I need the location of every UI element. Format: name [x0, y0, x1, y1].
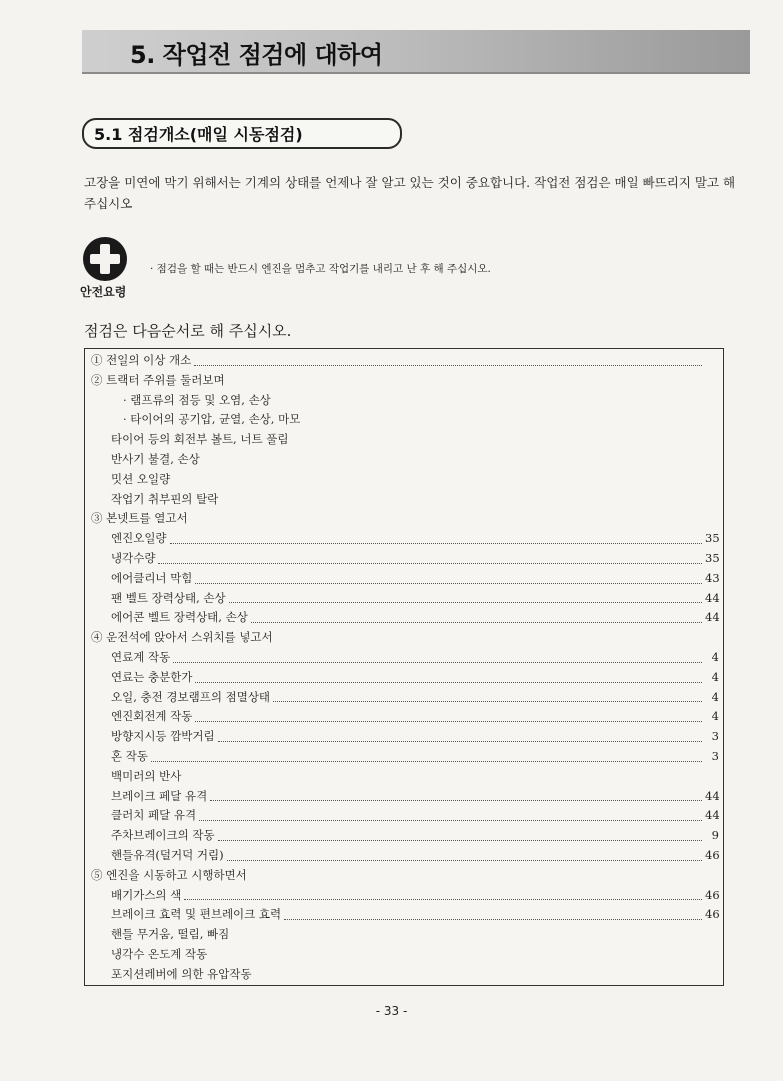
checklist-page-ref: 43: [705, 570, 720, 585]
checklist-page-ref: 44: [705, 808, 720, 823]
checklist-item-text: 핸들유격(덜거덕 거림): [111, 847, 224, 862]
checklist-row: [85, 826, 723, 846]
checklist-item-text: 클러치 페달 유격: [111, 808, 197, 823]
checklist-page-ref: 35: [705, 531, 720, 546]
checklist-list: [85, 351, 723, 985]
checklist-row: [85, 945, 723, 965]
dot-leader: [251, 621, 702, 623]
dot-leader: [170, 542, 702, 544]
checklist-row: [85, 529, 723, 549]
checklist-row: [85, 569, 723, 589]
checklist-row: [85, 450, 723, 470]
checklist-row: [85, 371, 723, 391]
checklist-row: [85, 608, 723, 628]
checklist-row: [85, 787, 723, 807]
checklist-row: [85, 707, 723, 727]
dot-leader: [210, 799, 702, 801]
checklist-page-ref: 3: [711, 729, 719, 744]
checklist-row: [85, 965, 723, 985]
checklist-item-text: 브레이크 효력 및 편브레이크 효력: [111, 907, 282, 922]
checklist-item-text: 주차브레이크의 작동: [111, 828, 215, 843]
dot-leader: [218, 740, 702, 742]
checklist-item-text: 엔진오일량: [111, 531, 167, 546]
checklist-row: [85, 648, 723, 668]
cross-in-circle-icon: [82, 236, 128, 282]
checklist-row: [85, 925, 723, 945]
checklist-row: [85, 866, 723, 886]
checklist-item-text: ① 전일의 이상 개소: [91, 353, 192, 367]
checklist-item-text: 타이어 등의 회전부 볼트, 너트 풀림: [111, 432, 289, 447]
checklist-item-text: 반사기 불결, 손상: [111, 451, 200, 466]
checklist-page-ref: 44: [705, 610, 720, 625]
checklist-row: [85, 688, 723, 708]
checklist-page-ref: 44: [705, 590, 720, 605]
inspection-checklist-box: [84, 348, 724, 986]
checklist-row: [85, 747, 723, 767]
checklist-page-ref: 3: [711, 748, 719, 763]
dot-leader: [218, 839, 702, 841]
checklist-item-text: 오일, 충전 경보램프의 점멸상태: [111, 689, 271, 704]
checklist-page-ref: 35: [705, 550, 720, 565]
checklist-item-text: · 타이어의 공기압, 균열, 손상, 마모: [123, 412, 301, 427]
dot-leader: [199, 819, 702, 821]
page-number: - 33 -: [375, 1004, 408, 1018]
checklist-item-text: 포지션레버에 의한 유압작동: [111, 966, 252, 981]
checklist-page-ref: 4: [711, 669, 719, 684]
checklist-item-text: ② 트랙터 주위를 둘러보며: [91, 372, 225, 387]
checklist-row: [85, 549, 723, 569]
checklist-item-text: 냉각수 온도계 작동: [111, 946, 208, 961]
intro-paragraph: 고장을 미연에 막기 위해서는 기계의 상태를 언제나 잘 알고 있는 것이 중요합니다. 작업전 점검은 매일 빠뜨리지 말고 해 주십시오: [84, 175, 736, 211]
checklist-page-ref: 46: [705, 907, 720, 922]
dot-leader: [227, 859, 702, 861]
checklist-item-text: 방향지시등 깜박거림: [111, 729, 215, 744]
checklist-item-text: 작업기 취부핀의 탈락: [111, 491, 219, 506]
checklist-item-text: 배기가스의 색: [111, 887, 182, 902]
checklist-page-ref: 46: [705, 887, 720, 902]
checklist-row: [85, 351, 723, 371]
checklist-row: [85, 410, 723, 430]
checklist-page-ref: 4: [711, 649, 719, 664]
checklist-item-text: ③ 본넷트를 열고서: [91, 511, 188, 526]
section-title: 5.1 점검개소(매일 시동점검): [94, 125, 303, 144]
checklist-row: [85, 668, 723, 688]
checklist-item-text: 팬 벨트 장력상태, 손상: [111, 590, 226, 605]
checklist-row: [85, 905, 723, 925]
dot-leader: [195, 720, 702, 722]
checklist-item-text: 에어콘 벨트 장력상태, 손상: [111, 610, 248, 625]
order-heading: 점검은 다음순서로 해 주십시오.: [84, 322, 292, 340]
checklist-row: [85, 767, 723, 787]
checklist-row: [85, 806, 723, 826]
checklist-item-text: 냉각수량: [111, 550, 156, 565]
checklist-item-text: ④ 운전석에 앉아서 스위치를 넣고서: [91, 630, 273, 645]
checklist-page-ref: 4: [711, 709, 719, 724]
dot-leader: [195, 582, 702, 584]
dot-leader: [273, 700, 702, 702]
checklist-page-ref: 46: [705, 847, 720, 862]
dot-leader: [194, 364, 702, 366]
checklist-row: [85, 470, 723, 490]
checklist-row: [85, 846, 723, 866]
checklist-row: [85, 430, 723, 450]
dot-leader: [173, 661, 702, 663]
checklist-page-ref: 9: [711, 828, 719, 843]
checklist-item-text: 백미러의 반사: [111, 768, 182, 783]
safety-label: 안전요령: [80, 285, 127, 299]
section-heading-pill: [82, 118, 402, 149]
dot-leader: [195, 681, 702, 683]
checklist-item-text: · 램프류의 점등 및 오염, 손상: [123, 392, 271, 407]
chapter-header-bar: [82, 30, 750, 74]
dot-leader: [158, 562, 702, 564]
dot-leader: [151, 760, 702, 762]
checklist-item-text: ⑤ 엔진을 시동하고 시행하면서: [91, 867, 247, 882]
checklist-item-text: 브레이크 페달 유격: [111, 788, 208, 803]
checklist-row: [85, 509, 723, 529]
checklist-page-ref: 4: [711, 689, 719, 704]
dot-leader: [229, 601, 702, 603]
checklist-item-text: 에어클리너 막힘: [111, 570, 193, 585]
checklist-item-text: 연료는 충분한가: [111, 669, 193, 684]
checklist-item-text: 핸들 무거움, 떨림, 빠짐: [111, 927, 230, 942]
checklist-item-text: 혼 작동: [111, 748, 148, 763]
checklist-row: [85, 886, 723, 906]
checklist-row: [85, 391, 723, 411]
checklist-item-text: 연료계 작동: [111, 649, 171, 664]
checklist-item-text: 밋션 오일량: [111, 471, 171, 486]
dot-leader: [184, 898, 702, 900]
chapter-title: 5. 작업전 점검에 대하여: [130, 41, 383, 69]
checklist-row: [85, 628, 723, 648]
checklist-row: [85, 589, 723, 609]
checklist-item-text: 엔진회전계 작동: [111, 709, 193, 724]
checklist-row: [85, 490, 723, 510]
safety-note-text: · 점검을 할 때는 반드시 엔진을 멈추고 작업기를 내리고 난 후 해 주십시오.: [150, 263, 491, 275]
checklist-row: [85, 727, 723, 747]
dot-leader: [284, 918, 702, 920]
checklist-page-ref: 44: [705, 788, 720, 803]
